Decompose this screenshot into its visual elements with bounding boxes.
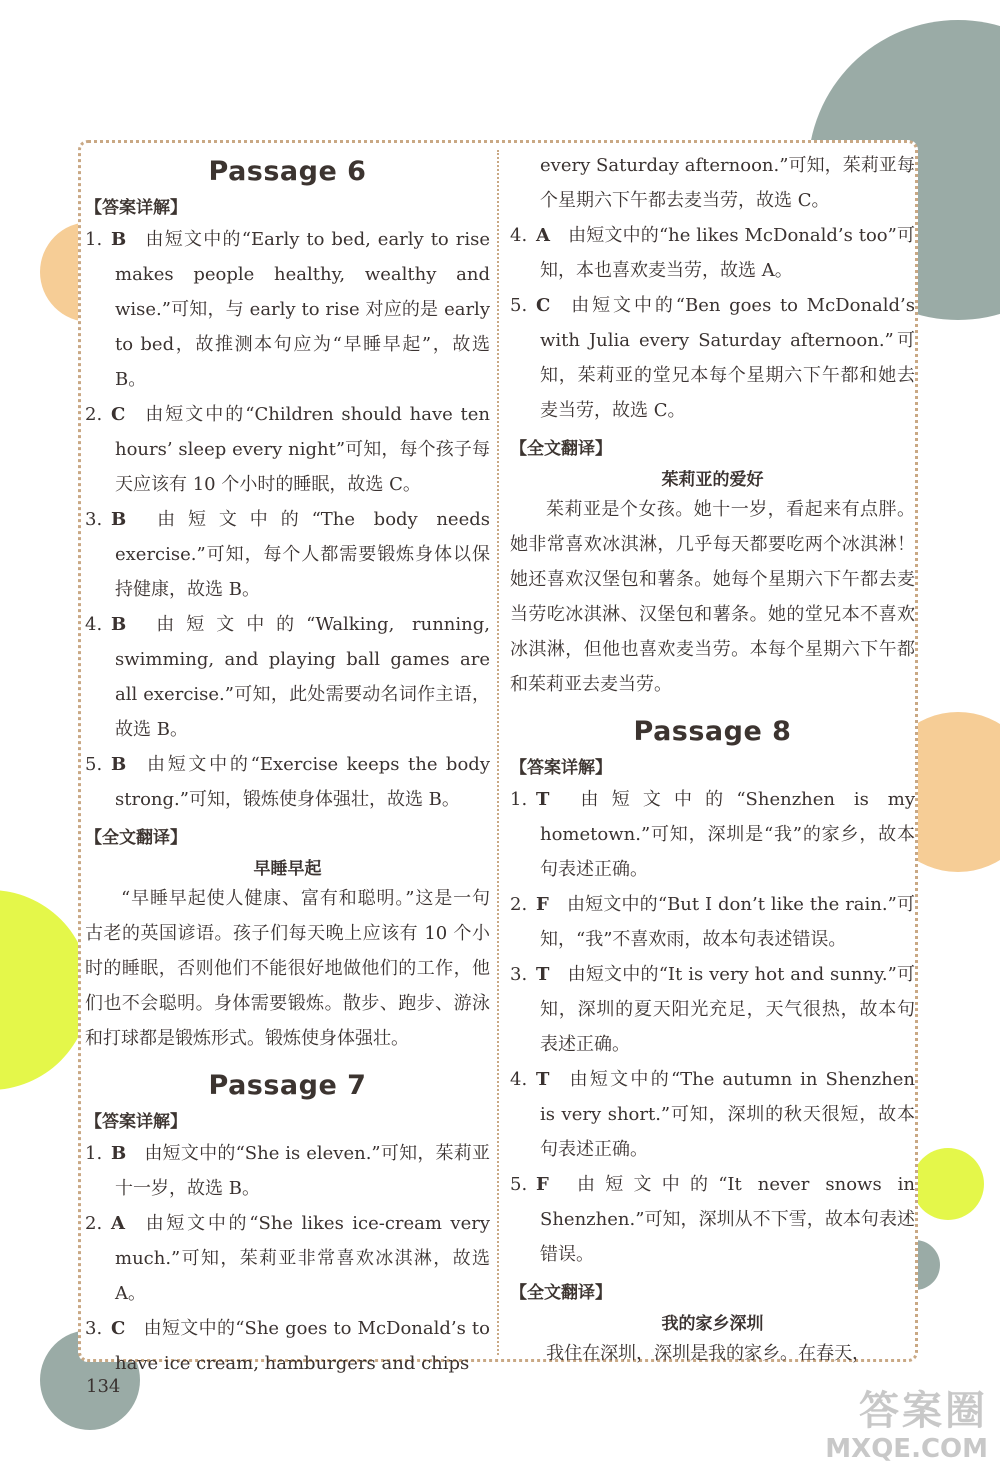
column-divider	[497, 150, 499, 1355]
passage-6-translation-title: 早睡早起	[253, 859, 322, 879]
lime-circle-left	[0, 890, 90, 1090]
answer-item	[85, 1311, 490, 1381]
item-answer: A	[536, 225, 550, 246]
item-explanation: 由短文中的“he likes McDonald’s too”可知，本也喜欢麦当劳，故选 A。	[540, 225, 915, 281]
item-explanation: 由短文中的“But I don’t like the rain.”可知，“我”不喜欢雨，故本句表述错误。	[540, 894, 915, 950]
item-number: 3.	[85, 1318, 103, 1339]
passage-6-title: Passage 6	[208, 156, 367, 187]
answer-item	[85, 607, 490, 747]
watermark-url: MXQE.COM	[825, 1434, 988, 1464]
item-number: 2.	[510, 894, 528, 915]
passage-8-title: Passage 8	[633, 716, 792, 747]
item-number: 1.	[510, 789, 528, 810]
answer-item	[85, 222, 490, 397]
item-explanation: 由短文中的“Early to bed, early to rise makes people healthy, wealthy and wise.”可知，与 early to rise 对应的是 early to bed，故推测本句应为“早睡早起”，故选 B。	[115, 229, 490, 390]
item-number: 4.	[510, 225, 528, 246]
right-column	[510, 148, 915, 1371]
item-answer: B	[111, 614, 127, 635]
item-explanation: 由短文中的“Walking, running, swimming, and playing ball games are all exercise.”可知，此处需要动名词作主语，故选 B。	[115, 614, 490, 740]
item-explanation: 由短文中的“She is eleven.”可知，茱莉亚十一岁，故选 B。	[115, 1143, 490, 1199]
answer-item	[85, 397, 490, 502]
passage-8-translation: 我住在深圳，深圳是我的家乡。在春天，	[546, 1343, 870, 1364]
answer-item	[85, 747, 490, 817]
item-number: 3.	[85, 509, 103, 530]
left-column	[85, 148, 490, 1381]
item-number: 1.	[85, 229, 103, 250]
item-explanation: 由短文中的“The body needs exercise.”可知，每个人都需要锻炼身体以保持健康，故选 B。	[115, 509, 490, 600]
passage-7-translation-title: 茱莉亚的爱好	[661, 470, 764, 490]
item-answer: F	[536, 894, 549, 915]
answer-item	[510, 1062, 915, 1167]
item-explanation: 由短文中的“Exercise keeps the body strong.”可知，锻炼使身体强壮，故选 B。	[115, 754, 490, 810]
item-answer: B	[111, 509, 127, 530]
item-answer: C	[111, 404, 126, 425]
item-answer: C	[111, 1318, 126, 1339]
passage-7-answers-tag: 【答案详解】	[85, 1112, 187, 1132]
passage-6-translation-tag: 【全文翻译】	[85, 828, 187, 848]
item-number: 4.	[85, 614, 103, 635]
item-answer: F	[536, 1174, 549, 1195]
passage-8-answers-tag: 【答案详解】	[510, 758, 612, 778]
item-answer: T	[536, 1069, 550, 1090]
item-number: 5.	[85, 754, 103, 775]
passage-6-translation: “早睡早起使人健康、富有和聪明。”这是一句古老的英国谚语。孩子们每天晚上应该有 10 个小时的睡眠，否则他们不能很好地做他们的工作，他们也不会聪明。身体需要锻炼。散步、跑步、游泳和打球都是锻炼形式。锻炼使身体强壮。	[85, 888, 490, 1049]
watermark-logo-text: 答案圈	[859, 1388, 988, 1434]
item-continuation: every Saturday afternoon.”可知，茱莉亚每个星期六下午都去麦当劳，故选 C。	[540, 155, 915, 211]
item-number: 3.	[510, 964, 528, 985]
answer-item	[510, 288, 915, 428]
item-number: 5.	[510, 1174, 528, 1195]
watermark	[768, 1388, 988, 1464]
item-explanation: 由短文中的“The autumn in Shenzhen is very short.”可知，深圳的秋天很短，故本句表述正确。	[540, 1069, 915, 1160]
item-answer: B	[111, 229, 127, 250]
answer-item	[85, 1136, 490, 1206]
passage-8-translation-tag: 【全文翻译】	[510, 1283, 612, 1303]
item-answer: T	[536, 964, 550, 985]
passage-7-translation-tag: 【全文翻译】	[510, 439, 612, 459]
item-number: 4.	[510, 1069, 528, 1090]
item-explanation: 由短文中的“Shenzhen is my hometown.”可知，深圳是“我”的家乡，故本句表述正确。	[540, 789, 915, 880]
answer-item	[85, 502, 490, 607]
passage-8-translation-title: 我的家乡深圳	[661, 1314, 764, 1334]
lime-circle-right	[912, 1148, 984, 1220]
answer-item	[510, 782, 915, 887]
passage-7-title: Passage 7	[208, 1070, 367, 1101]
answer-item	[85, 1206, 490, 1311]
item-number: 2.	[85, 1213, 103, 1234]
item-explanation: 由短文中的“She goes to McDonald’s to have ice cream, hamburgers and chips	[115, 1318, 490, 1374]
item-explanation: 由短文中的“Children should have ten hours’ sleep every night”可知，每个孩子每天应该有 10 个小时的睡眠，故选 C。	[115, 404, 490, 495]
item-answer: A	[111, 1213, 125, 1234]
answer-item	[510, 1167, 915, 1272]
item-answer: C	[536, 295, 551, 316]
item-explanation: 由短文中的“It is very hot and sunny.”可知，深圳的夏天阳光充足，天气很热，故本句表述正确。	[540, 964, 915, 1055]
item-number: 5.	[510, 295, 528, 316]
item-number: 1.	[85, 1143, 103, 1164]
item-answer: B	[111, 1143, 127, 1164]
answer-item	[510, 218, 915, 288]
passage-7-translation: 茱莉亚是个女孩。她十一岁，看起来有点胖。她非常喜欢冰淇淋，几乎每天都要吃两个冰淇淋！她还喜欢汉堡包和薯条。她每个星期六下午都去麦当劳吃冰淇淋、汉堡包和薯条。她的堂兄本不喜欢冰淇淋，但他也喜欢麦当劳。本每个星期六下午都和茱莉亚去麦当劳。	[510, 499, 915, 695]
page-number: 134	[86, 1376, 121, 1397]
item-explanation: 由短文中的“It never snows in Shenzhen.”可知，深圳从不下雪，故本句表述错误。	[540, 1174, 915, 1265]
item-number: 2.	[85, 404, 103, 425]
answer-item	[510, 957, 915, 1062]
item-answer: B	[111, 754, 127, 775]
item-answer: T	[536, 789, 550, 810]
answer-item	[510, 887, 915, 957]
passage-6-answers-tag: 【答案详解】	[85, 198, 187, 218]
item-explanation: 由短文中的“Ben goes to McDonald’s with Julia every Saturday afternoon.”可知，茱莉亚的堂兄本每个星期六下午都和她去麦当劳，故选 C。	[540, 295, 915, 421]
item-explanation: 由短文中的“She likes ice-cream very much.”可知，茱莉亚非常喜欢冰淇淋，故选 A。	[115, 1213, 490, 1304]
